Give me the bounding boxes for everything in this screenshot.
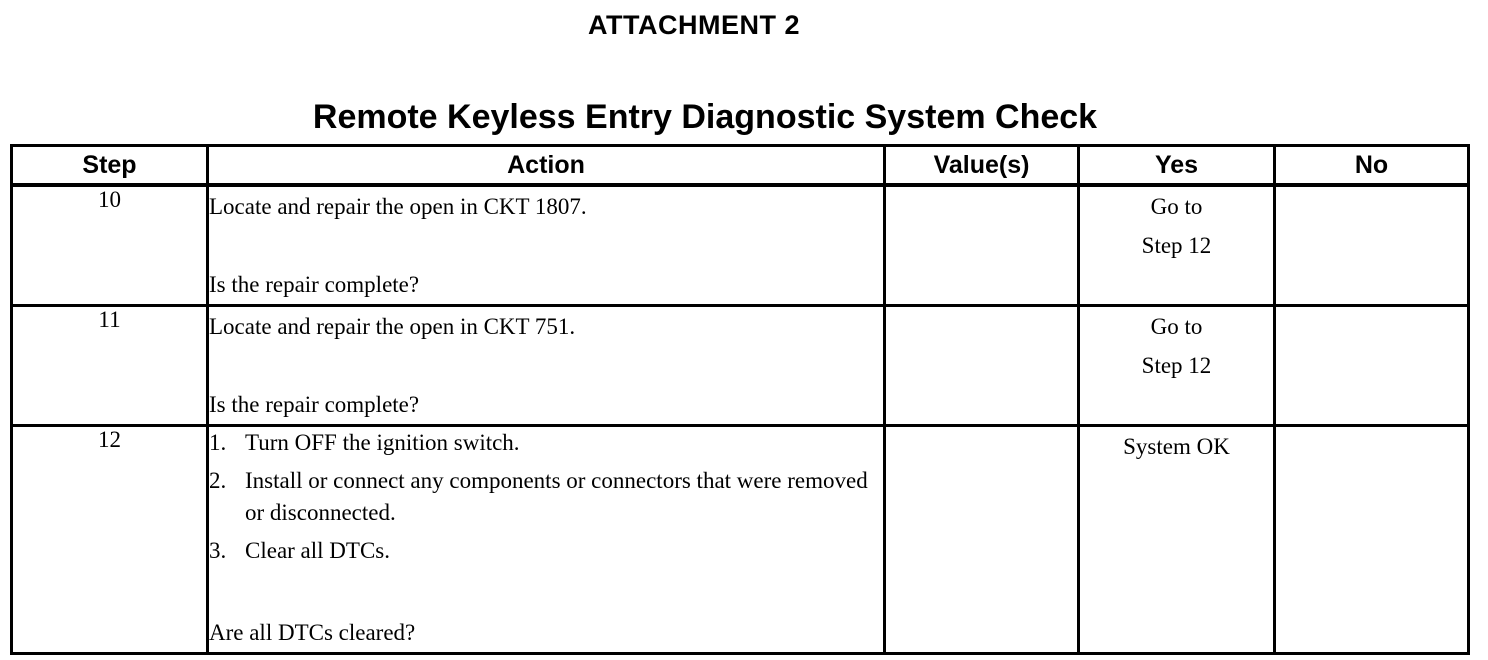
yes-cell — [1079, 185, 1275, 306]
no-cell — [1275, 185, 1469, 306]
table-row — [12, 185, 1469, 306]
list-item — [209, 465, 883, 529]
value-cell — [885, 185, 1079, 306]
action-steps-list — [209, 427, 883, 567]
table-row — [12, 306, 1469, 426]
table-header-row — [12, 146, 1469, 186]
diagnostic-table — [10, 144, 1470, 655]
yes-text-line: System OK — [1123, 434, 1230, 459]
action-cell — [208, 185, 885, 306]
list-item-text: Install or connect any components or connectors that were removed or disconnected. — [245, 468, 868, 525]
column-header-action: Action — [208, 146, 885, 186]
column-header-step: Step — [12, 146, 208, 186]
action-text: Locate and repair the open in CKT 751. — [209, 314, 576, 339]
list-item-number: 3. — [209, 538, 227, 563]
yes-text-line: Go to — [1150, 314, 1203, 339]
list-item — [209, 535, 883, 567]
step-number: 12 — [12, 426, 208, 654]
document-title: Remote Keyless Entry Diagnostic System Check — [312, 98, 1098, 136]
step-number: 11 — [12, 306, 208, 426]
yes-cell — [1079, 426, 1275, 654]
value-cell — [885, 426, 1079, 654]
action-question: Are all DTCs cleared? — [209, 620, 416, 645]
step-number: 10 — [12, 185, 208, 306]
list-item-text: Clear all DTCs. — [245, 538, 390, 563]
action-cell — [208, 426, 885, 654]
no-cell — [1275, 306, 1469, 426]
list-item-number: 1. — [209, 430, 227, 455]
yes-text-line: Go to — [1150, 194, 1203, 219]
table-row — [12, 426, 1469, 654]
yes-text-line: Step 12 — [1141, 353, 1212, 378]
action-text: Locate and repair the open in CKT 1807. — [209, 194, 587, 219]
no-cell — [1275, 426, 1469, 654]
yes-cell — [1079, 306, 1275, 426]
column-header-no: No — [1275, 146, 1469, 186]
action-question: Is the repair complete? — [209, 272, 420, 297]
column-header-values: Value(s) — [885, 146, 1079, 186]
action-cell — [208, 306, 885, 426]
attachment-label: ATTACHMENT 2 — [588, 10, 800, 40]
value-cell — [885, 306, 1079, 426]
action-question: Is the repair complete? — [209, 392, 420, 417]
yes-text-line: Step 12 — [1141, 233, 1212, 258]
list-item-text: Turn OFF the ignition switch. — [245, 430, 520, 455]
list-item — [209, 427, 883, 459]
column-header-yes: Yes — [1079, 146, 1275, 186]
list-item-number: 2. — [209, 468, 227, 493]
